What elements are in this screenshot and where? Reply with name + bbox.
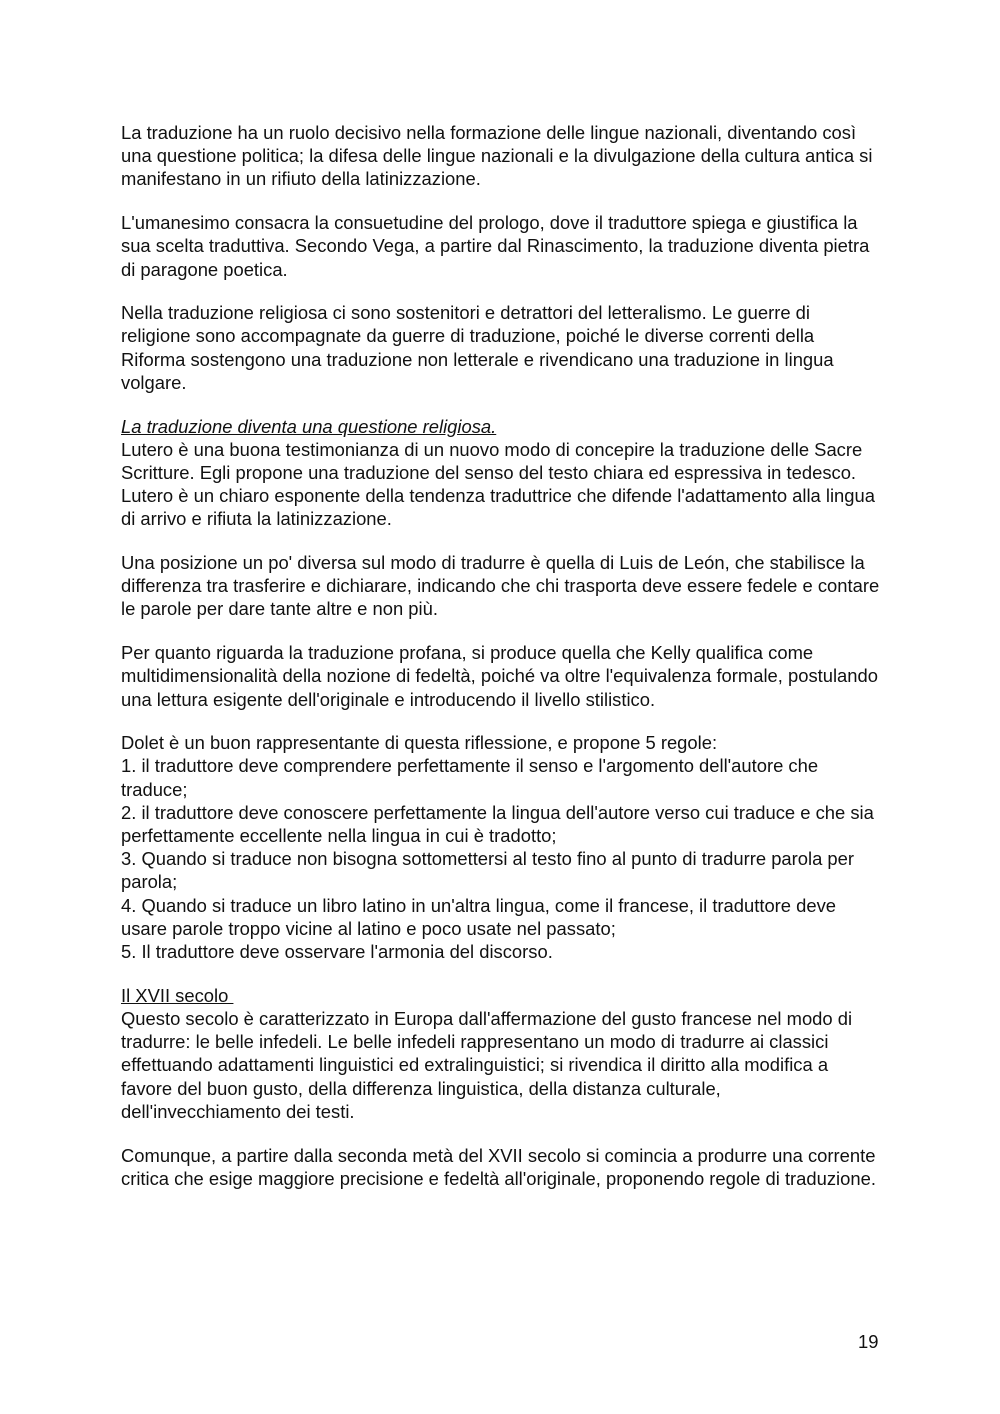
- section-dolet-rules: [121, 731, 881, 963]
- dolet-rule: 1. il traduttore deve comprendere perfettamente il senso e l'argomento dell'autore che traduce;: [121, 755, 819, 800]
- section-xvii-century: [121, 984, 881, 1123]
- dolet-rule: 3. Quando si traduce non bisogna sottomettersi al testo fino al punto di tradurre parola per parola;: [121, 848, 855, 893]
- paragraph-lutero: Lutero è una buona testimonianza di un nuovo modo di concepire la traduzione delle Sacre Scritture. Egli propone una traduzione del senso del testo chiara ed espressiva in tedesco. Lutero è un chiaro esponente della tendenza traduttrice che difende l'adattamento alla lingua di arrivo e rifiuta la latinizzazione.: [121, 438, 875, 530]
- section-religious: [121, 415, 881, 531]
- dolet-rule: 2. il traduttore deve conoscere perfettamente la lingua dell'autore verso cui traduce e che sia perfettamente eccellente nella lingua in cui è tradotto;: [121, 801, 874, 847]
- paragraph-humanism-prologue: L'umanesimo consacra la consuetudine del prologo, dove il traduttore spiega e giustifica la sua scelta traduttiva. Secondo Vega, a partire dal Rinascimento, la traduzione diventa pietra di paragone poetica.: [121, 212, 870, 280]
- paragraph-national-languages: La traduzione ha un ruolo decisivo nella formazione delle lingue nazionali, diventando così una questione politica; la difesa delle lingue nazionali e la divulgazione della cultura antica si manifestano in un rifiuto della latinizzazione.: [121, 122, 873, 190]
- dolet-intro: Dolet è un buon rappresentante di questa riflessione, e propone 5 regole:: [121, 732, 718, 754]
- section-heading-religious: La traduzione diventa una questione religiosa.: [121, 415, 497, 437]
- dolet-rule: 5. Il traduttore deve osservare l'armonia del discorso.: [121, 941, 553, 963]
- page-body: [121, 121, 881, 1210]
- paragraph-final: Comunque, a partire dalla seconda metà del XVII secolo si comincia a produrre una corrente critica che esige maggiore precisione e fedeltà all'originale, proponendo regole di traduzione.: [121, 1144, 876, 1189]
- paragraph-religious-translation: Nella traduzione religiosa ci sono sostenitori e detrattori del letteralismo. Le guerre di religione sono accompagnate da guerre di traduzione, poiché le diverse correnti della Riforma sostengono una traduzione non letterale e rivendicano una traduzione in lingua volgare.: [121, 302, 834, 393]
- paragraph-kelly: Per quanto riguarda la traduzione profana, si produce quella che Kelly qualifica come multidimensionalità della nozione di fedeltà, poiché va oltre l'equivalenza formale, postulando una lettura esigente dell'originale e introducendo il livello stilistico.: [121, 642, 878, 710]
- dolet-rule: 4. Quando si traduce un libro latino in un'altra lingua, come il francese, il traduttore deve usare parole troppo vicine al latino e poco usate nel passato;: [121, 894, 837, 939]
- paragraph-luis-de-leon: Una posizione un po' diversa sul modo di tradurre è quella di Luis de León, che stabilisce la differenza tra trasferire e dichiarare, indicando che chi trasporta deve essere fedele e contare le parole per dare tante altre e non più.: [121, 552, 880, 620]
- page-number: 19: [858, 1331, 879, 1352]
- section-heading-xvii: Il XVII secolo: [121, 984, 234, 1006]
- paragraph-belle-infedeli: Questo secolo è caratterizzato in Europa dall'affermazione del gusto francese nel modo di tradurre: le belle infedeli. Le belle infedeli rappresentano un modo di tradurre ai classici effettuando adattamenti linguistici ed extralinguistici; si rivendica il diritto alla modifica a favore del buon gusto, della differenza linguistica, della distanza culturale, dell'invecchiamento dei testi.: [121, 1008, 853, 1122]
